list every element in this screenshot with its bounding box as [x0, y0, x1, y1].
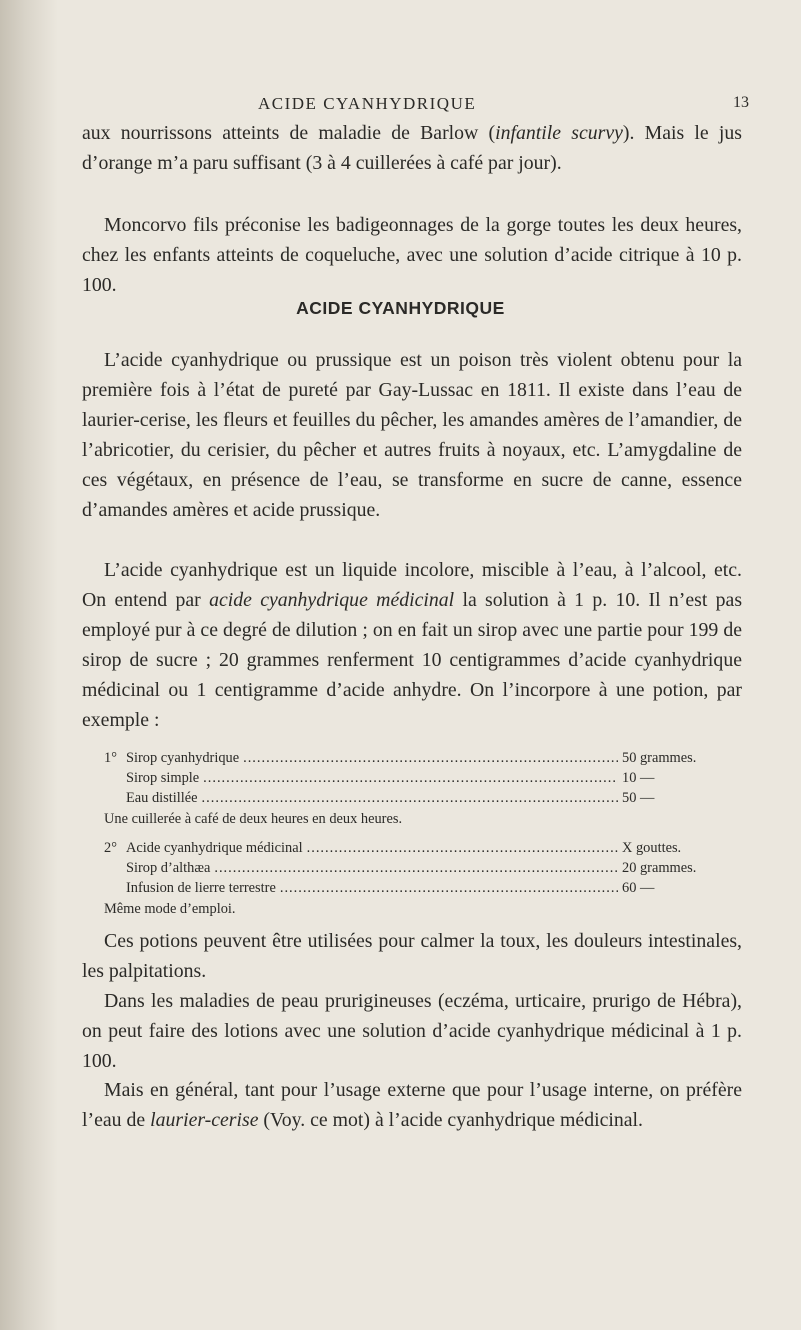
ingredient-quantity: 20 grammes. [622, 860, 697, 877]
running-title: ACIDE CYANHYDRIQUE [258, 94, 477, 113]
recipe-note: Même mode d’emploi. [104, 900, 236, 917]
paragraph-uses [82, 926, 742, 986]
running-header [0, 94, 801, 120]
page-number: 13 [733, 94, 749, 111]
recipe-line [104, 788, 740, 808]
recipe-number: 1° [104, 750, 117, 766]
paragraph-properties [82, 555, 742, 735]
paragraph-text: Ces potions peuvent être utilisées pour calmer la toux, les douleurs intestinales, les palpitations. [82, 930, 742, 982]
recipe-note: Une cuillerée à café de deux heures en deux heures. [104, 810, 403, 827]
ingredient-name: Sirop d’althæa [126, 860, 211, 877]
ingredient-quantity: 50 grammes. [622, 750, 697, 766]
ingredient-quantity: X gouttes. [622, 840, 682, 856]
paragraph-definition [82, 345, 742, 525]
ingredient-quantity: 10 — [622, 770, 655, 787]
recipe-line [104, 858, 740, 878]
leader-dots [307, 838, 618, 858]
paragraph-preference [82, 1075, 742, 1135]
text-span: Mais en général, tant pour l’usage externe que pour l’usage interne, on préfère l’eau de [82, 1079, 742, 1131]
text-span: ). Mais le jus d’orange m’a paru suffisant (3 à 4 cuillerées à café par jour). [82, 122, 742, 174]
ingredient-name: Acide cyanhydrique médicinal [126, 840, 303, 856]
italic-term: acide cyanhydrique médicinal [209, 589, 455, 611]
recipe-line [104, 748, 740, 768]
paragraph-barlow [82, 118, 742, 178]
leader-dots [203, 768, 618, 788]
text-span: (Voy. ce mot) à l’acide cyanhydrique médicinal. [258, 1109, 643, 1131]
recipe-line [104, 768, 740, 788]
leader-dots [243, 748, 618, 768]
text-span: aux nourrissons atteints de maladie de Barlow ( [82, 122, 496, 144]
ingredient-name: Eau distillée [126, 790, 198, 807]
ingredient-name: Infusion de lierre terrestre [126, 880, 276, 897]
leader-dots [202, 788, 618, 808]
ingredient-quantity: 50 — [622, 790, 655, 807]
text-span: L’acide cyanhydrique est un liquide incolore, miscible à l’eau, à l’alcool, etc. On entend par [82, 559, 742, 611]
ingredient-quantity: 60 — [622, 880, 655, 897]
italic-term: infantile scurvy [495, 122, 623, 144]
paragraph-text: Moncorvo fils préconise les badigeonnages de la gorge toutes les deux heures, chez les enfants atteints de coqueluche, avec une solution d’acide citrique à 10 p. 100. [82, 214, 742, 296]
paragraph-text: L’acide cyanhydrique ou prussique est un poison très violent obtenu pour la première fois à l’état de pureté par Gay-Lussac en 1811. Il existe dans l’eau de laurier-cerise, les fleurs et feuilles du pêcher, les amandes amères de l’amandier, de l’abricotier, du cerisier, du pêcher et autres fruits à noyaux, etc. L’amygdaline de ces végétaux, en présence de l’eau, se transforme en sucre de canne, essence d’amandes amères et acide prussique. [82, 349, 742, 521]
recipe-1 [104, 748, 740, 829]
leader-dots [214, 858, 618, 878]
recipe-line [104, 838, 740, 858]
recipe-line [104, 878, 740, 898]
paragraph-lotions [82, 986, 742, 1076]
paragraph-text: Dans les maladies de peau prurigineuses (eczéma, urticaire, prurigo de Hébra), on peut faire des lotions avec une solution d’acide cyanhydrique médicinal à 1 p. 100. [82, 990, 742, 1072]
italic-term: laurier-cerise [150, 1109, 259, 1131]
recipe-2 [104, 838, 740, 919]
paragraph-moncorvo [82, 210, 742, 300]
ingredient-name: Sirop cyanhydrique [126, 750, 240, 766]
text-span: la solution à 1 p. 10. Il n’est pas employé pur à ce degré de dilution ; on en fait un sirop avec une partie pour 199 de sirop de sucre ; 20 grammes renferment 10 centigrammes d’acide cyanhydrique médicinal ou 1 centigramme d’acide anhydre. On l’incorpore à une potion, par exemple : [82, 589, 743, 731]
section-heading: ACIDE CYANHYDRIQUE [296, 298, 505, 318]
leader-dots [280, 878, 618, 898]
ingredient-name: Sirop simple [126, 770, 200, 787]
recipe-number: 2° [104, 840, 117, 856]
